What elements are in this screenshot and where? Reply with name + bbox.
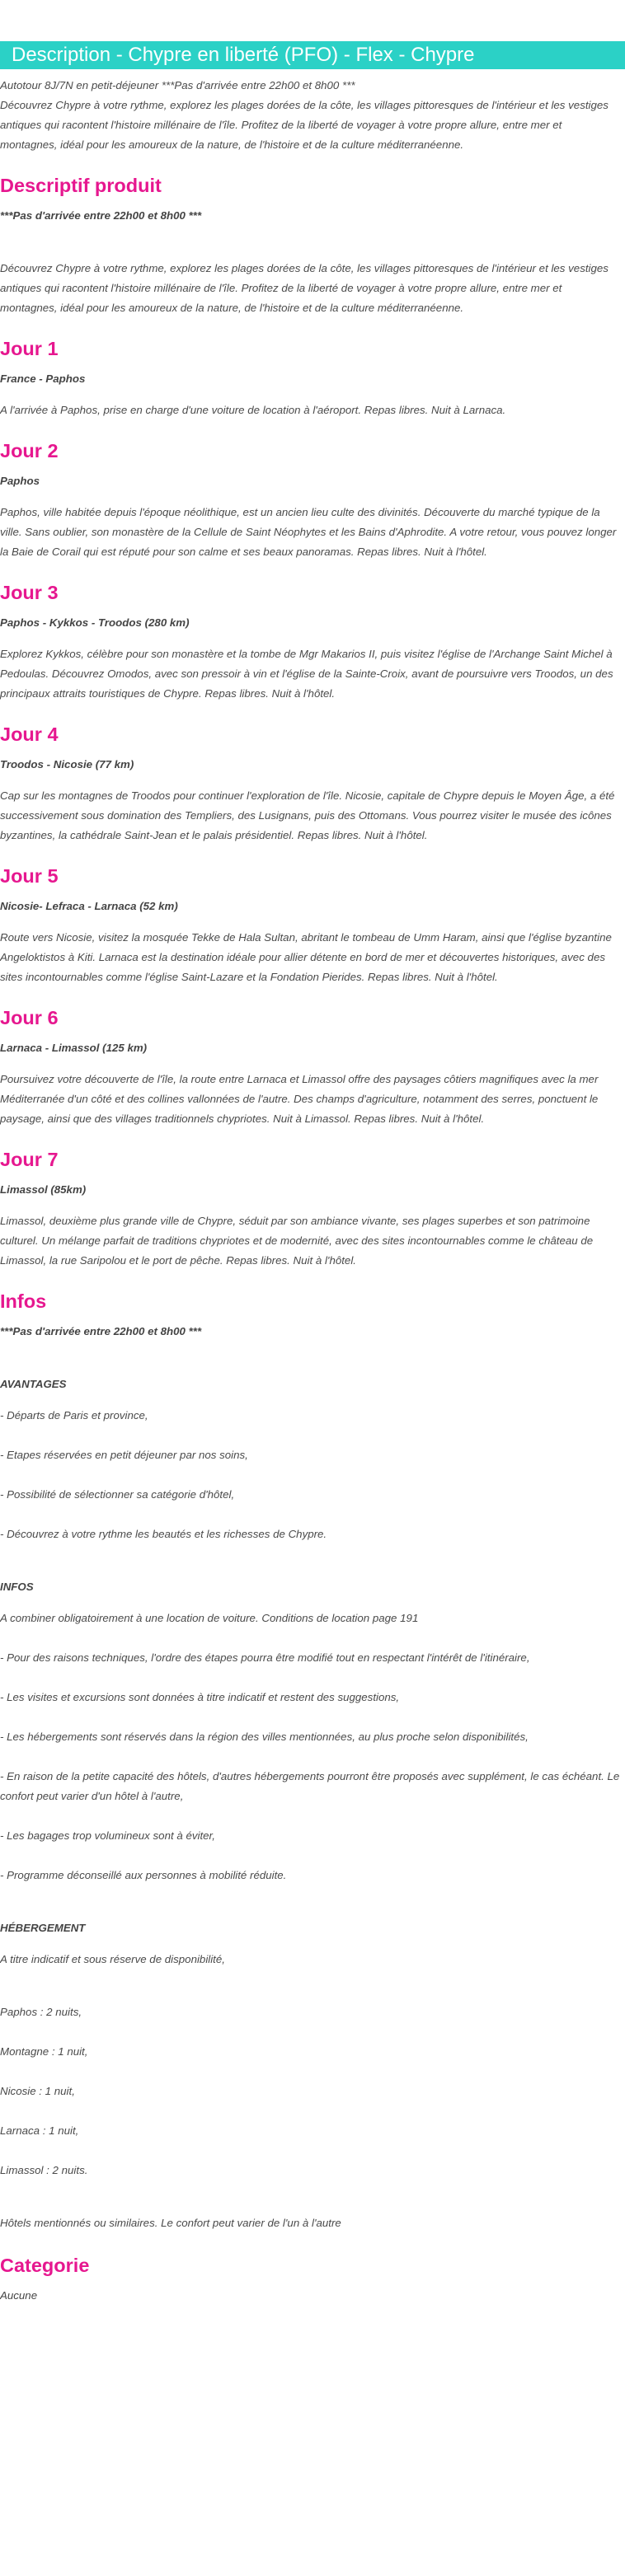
- day-route: Limassol (85km): [0, 1183, 87, 1196]
- day-heading: Jour 3: [0, 582, 59, 603]
- day-description: Cap sur les montagnes de Troodos pour continuer l'exploration de l'île. Nicosie, capitale de Chypre depuis le Moyen Âge, a été successivement sous domination des Templiers, des Lusignans, puis des Ottomans. Vous pourrez visiter le musée des icônes byzantines, la cathédrale Saint-Jean et le palais présidentiel. Repas libres. Nuit à l'hôtel.: [0, 789, 615, 841]
- hebergement-item: Larnaca : 1 nuit,: [0, 2124, 79, 2137]
- day-route: Larnaca - Limassol (125 km): [0, 1042, 148, 1054]
- day-description: Limassol, deuxième plus grande ville de Chypre, séduit par son ambiance vivante, ses plages superbes et son patrimoine culturel. Un mélange parfait de traditions chypriotes et de modernité, avec des sites incontournables comme le château de Limassol, la rue Saripolou et le port de pêche. Repas libres. Nuit à l'hôtel.: [0, 1215, 594, 1267]
- day-heading: Jour 1: [0, 338, 59, 359]
- day-route: Paphos - Kykkos - Troodos (280 km): [0, 616, 190, 629]
- hebergement-block: [0, 1918, 620, 2233]
- hebergement-outro: Hôtels mentionnés ou similaires. Le confort peut varier de l'un à l'autre: [0, 2217, 341, 2229]
- day-description: Route vers Nicosie, visitez la mosquée Tekke de Hala Sultan, abritant le tombeau de Umm Haram, ainsi que l'église byzantine Angeloktistos à Kiti. Larnaca est la destination idéale pour allier détente en bord de mer et découvertes historiques, avec des sites incontournables comme l'église Saint-Lazare et la Fondation Pierides. Repas libres. Nuit à l'hôtel.: [0, 931, 612, 983]
- descriptif-note: ***Pas d'arrivée entre 22h00 et 8h00 ***: [0, 209, 202, 222]
- descriptif-text: Découvrez Chypre à votre rythme, explorez les plages dorées de la côte, les villages pittoresques de l'intérieur et les vestiges antiques qui racontent l'histoire millénaire de l'île. Profitez de la liberté de voyager à votre propre allure, entre mer et montagnes, idéal pour les amoureux de la nature, de l'histoire et de la culture méditerranéenne.: [0, 262, 609, 314]
- page-title: Description - Chypre en liberté (PFO) - Flex - Chypre: [0, 41, 625, 69]
- day-description: A l'arrivée à Paphos, prise en charge d'une voiture de location à l'aéroport. Repas libres. Nuit à Larnaca.: [0, 404, 506, 416]
- info-item: - Programme déconseillé aux personnes à mobilité réduite.: [0, 1869, 287, 1881]
- day-heading: Jour 5: [0, 865, 59, 887]
- info-item: - Les visites et excursions sont données à titre indicatif et restent des suggestions,: [0, 1691, 400, 1703]
- day-route: Nicosie- Lefraca - Larnaca (52 km): [0, 900, 178, 912]
- hebergement-item: Limassol : 2 nuits.: [0, 2164, 88, 2176]
- infos-subheading: INFOS: [0, 1581, 34, 1593]
- day-heading: Jour 2: [0, 440, 59, 461]
- avantage-item: - Départs de Paris et province,: [0, 1409, 148, 1421]
- infos-note: ***Pas d'arrivée entre 22h00 et 8h00 ***: [0, 1325, 202, 1337]
- avantage-item: - Découvrez à votre rythme les beautés et les richesses de Chypre.: [0, 1528, 327, 1540]
- intro: [0, 76, 620, 155]
- info-item: A combiner obligatoirement à une location de voiture. Conditions de location page 191: [0, 1612, 419, 1624]
- infos-heading: Infos: [0, 1290, 47, 1312]
- hebergement-heading: HÉBERGEMENT: [0, 1922, 86, 1934]
- avantage-item: - Possibilité de sélectionner sa catégorie d'hôtel,: [0, 1488, 235, 1501]
- day-route: Paphos: [0, 475, 40, 487]
- hebergement-intro: A titre indicatif et sous réserve de disponibilité,: [0, 1953, 225, 1965]
- day-heading: Jour 6: [0, 1007, 59, 1028]
- info-item: - Les bagages trop volumineux sont à éviter,: [0, 1829, 215, 1842]
- info-item: - Pour des raisons techniques, l'ordre des étapes pourra être modifié tout en respectant l'intérêt de l'itinéraire,: [0, 1651, 530, 1664]
- intro-summary: Autotour 8J/7N en petit-déjeuner ***Pas d'arrivée entre 22h00 et 8h00 ***: [0, 79, 355, 91]
- info-item: - Les hébergements sont réservés dans la région des villes mentionnées, au plus proche selon disponibilités,: [0, 1731, 529, 1743]
- day-route: Troodos - Nicosie (77 km): [0, 758, 134, 770]
- hebergement-item: Paphos : 2 nuits,: [0, 2006, 82, 2018]
- day-description: Poursuivez votre découverte de l'île, la route entre Larnaca et Limassol offre des paysages côtiers magnifiques avec la mer Méditerranée d'un côté et des collines vallonnées de l'autre. Des champs d'agriculture, notamment des serres, ponctuent le paysage, ainsi que des villages traditionnels chypriotes. Nuit à Limassol. Repas libres. Nuit à l'hôtel.: [0, 1073, 599, 1125]
- hebergement-item: Montagne : 1 nuit,: [0, 2045, 88, 2058]
- intro-text: Découvrez Chypre à votre rythme, explorez les plages dorées de la côte, les villages pittoresques de l'intérieur et les vestiges antiques qui racontent l'histoire millénaire de l'île. Profitez de la liberté de voyager à votre propre allure, entre mer et montagnes, idéal pour les amoureux de la nature, de l'histoire et de la culture méditerranéenne.: [0, 99, 609, 151]
- avantages-heading: AVANTAGES: [0, 1378, 67, 1390]
- categorie-heading: Categorie: [0, 2255, 90, 2276]
- descriptif-heading: Descriptif produit: [0, 175, 162, 196]
- content: [0, 76, 620, 2306]
- day-route: France - Paphos: [0, 372, 86, 385]
- day-description: Explorez Kykkos, célèbre pour son monastère et la tombe de Mgr Makarios II, puis visitez l'église de l'Archange Saint Michel à Pedoulas. Découvrez Omodos, avec son pressoir à vin et l'église de la Sainte-Croix, avant de poursuivre vers Troodos, un des principaux attraits touristiques de Chypre. Repas libres. Nuit à l'hôtel.: [0, 648, 613, 700]
- info-item: - En raison de la petite capacité des hôtels, d'autres hébergements pourront être proposés avec supplément, le cas échéant. Le confort peut varier d'un hôtel à l'autre,: [0, 1770, 620, 1802]
- day-description: Paphos, ville habitée depuis l'époque néolithique, est un ancien lieu culte des divinités. Découverte du marché typique de la ville. Sans oublier, son monastère de la Cellule de Saint Néophytes et les Bains d'Aphrodite. A votre retour, vous pouvez longer la Baie de Corail qui est réputé pour son calme et ses beaux panoramas. Repas libres. Nuit à l'hôtel.: [0, 506, 617, 558]
- categorie-value: Aucune: [0, 2289, 38, 2302]
- avantage-item: - Etapes réservées en petit déjeuner par nos soins,: [0, 1449, 248, 1461]
- day-heading: Jour 4: [0, 724, 59, 745]
- day-heading: Jour 7: [0, 1149, 59, 1170]
- hebergement-item: Nicosie : 1 nuit,: [0, 2085, 75, 2097]
